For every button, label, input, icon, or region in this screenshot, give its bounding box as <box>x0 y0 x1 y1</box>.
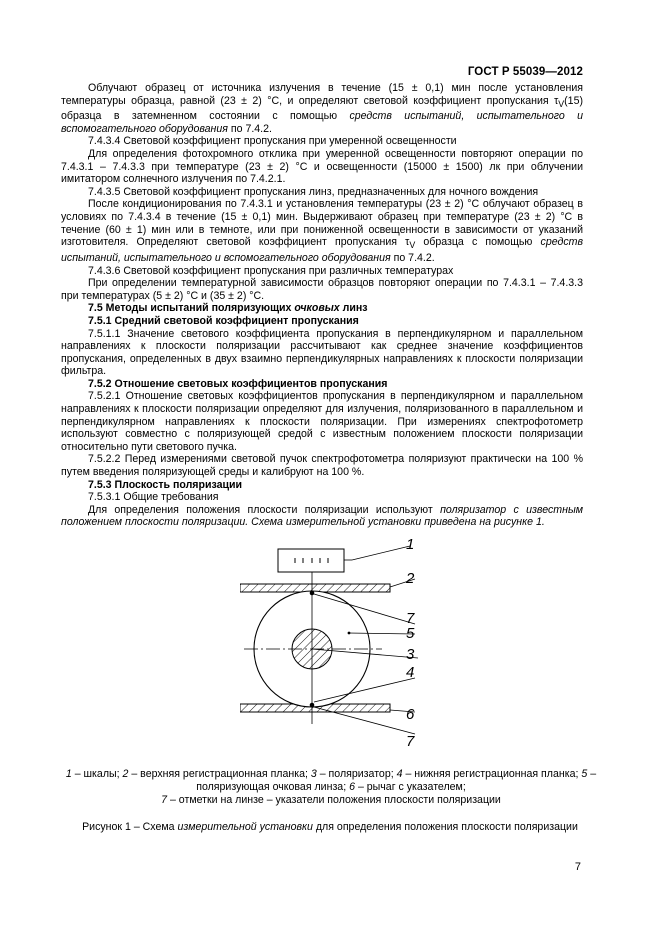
legend-text: – поляризатор; <box>316 768 397 780</box>
text: по 7.4.2. <box>227 122 272 135</box>
paragraph: 7.5.2.1 Отношение световых коэффициентов пропускания в перпендикулярном и параллельном направлениях к плоскости поляризации определяют для излучения, поляризованного в параллельном и перпендикулярном направлениях к плоскости поляризации. При измерениях спектрофотометр используют совместно с поляризующей средой с известным положением плоскости поляризации относительно пути светового пучка. <box>61 390 583 453</box>
text: по 7.4.2. <box>390 251 435 264</box>
legend-text: – отметки на линзе – указатели положения плоскости поляризации <box>167 793 501 806</box>
paragraph: 7.5.2.2 Перед измерениями световой пучок спектрофотометра поляризуют практически на 100 % путем введения поляризующей среды и калибруют на 100 %. <box>61 453 583 479</box>
paragraph: При определении температурной зависимости образцов повторяют операции по 7.4.3.1 – 7.4.3.3 при температурах (5 ± 2) °С и (35 ± 2) °С. <box>61 277 583 302</box>
legend-text: – верхняя регистрационная планка; <box>128 768 311 780</box>
paragraph <box>61 198 583 264</box>
text: Облучают образец от источника излучения в течение (15 ± 0,1) мин после установления температуры образца, равной (23 ± 2) °С, и определяют световой коэффициент пропускания τ <box>61 82 583 107</box>
section-heading-7-5-2: 7.5.2 Отношение световых коэффициентов пропускания <box>88 377 388 390</box>
subscript: V <box>409 240 416 251</box>
callout-label-7: 7 <box>406 610 415 627</box>
paragraph: 7.5.1.1 Значение светового коэффициента пропускания в перпендикулярном и параллельном направлениях к плоскости поляризации рассчитывают как среднее значение коэффициентов пропускания, определенных в двух взаимно перпендикулярных направлениях к плоскости поляризации фильтра. <box>61 327 583 378</box>
section-heading-7-5-3-1: 7.5.3.1 Общие требования <box>88 491 219 504</box>
section-heading-7-4-3-4: 7.4.3.4 Световой коэффициент пропускания при умеренной освещенности <box>88 135 457 148</box>
scale-box <box>278 549 344 572</box>
callout-label-5: 5 <box>406 625 415 642</box>
text: Для определения положения плоскости поляризации используют <box>88 503 441 516</box>
callout-label-6: 6 <box>406 706 415 723</box>
italic-text: очковых <box>294 302 340 315</box>
page-number: 7 <box>574 861 581 873</box>
section-heading-7-5-3: 7.5.3 Плоскость поляризации <box>88 478 243 491</box>
section-heading-7-5-1: 7.5.1 Средний световой коэффициент пропускания <box>88 314 359 327</box>
lens-mark-top <box>310 591 315 596</box>
italic-text: поляризатор с известным положением плоскости поляризации. Схема измерительной установки приведена на рисунке 1. <box>61 503 584 529</box>
callout-label-4: 4 <box>406 664 415 681</box>
callout-label-7b: 7 <box>406 733 415 750</box>
body-text <box>61 82 583 529</box>
italic-text: измерительной установки <box>177 821 313 833</box>
legend-number: 1 <box>65 768 72 780</box>
legend-number: 3 <box>310 768 317 780</box>
standard-header: ГОСТ Р 55039—2012 <box>467 66 583 78</box>
lens-mark-bottom <box>310 703 315 708</box>
lens-dot <box>348 632 351 635</box>
legend-text: – поляризующая очковая линза; <box>196 768 597 793</box>
text: образца с помощью <box>415 236 541 249</box>
legend-number: 4 <box>396 768 403 780</box>
text: Рисунок 1 – Схема <box>82 821 178 833</box>
paragraph <box>61 504 583 529</box>
legend-number: 7 <box>161 793 168 806</box>
subscript: V <box>558 98 565 109</box>
figure-title <box>50 821 610 833</box>
paragraph: Для определения фотохромного отклика при умеренной освещенности повторяют операции по 7.4.3.1 – 7.4.3.3 при температуре (23 ± 2) °С и освещенности (15000 ± 1500) лк при облучении имитатором солнечного излучения по 7.4.2.1. <box>61 148 583 186</box>
section-heading-7-4-3-5: 7.4.3.5 Световой коэффициент пропускания линз, предназначенных для ночного вождения <box>88 185 539 198</box>
legend-text: – рычаг с указателем; <box>355 780 466 793</box>
text: линз <box>339 302 368 315</box>
text: После кондиционирования по 7.4.3.1 и установления температуры (23 ± 2) °С облучают образец в условиях по 7.4.3.4 в течение (15 ± 0,1) мин. Выдерживают образец при температуре (23 ± 2) °С в течение (60 ± 1) мин или в темноте, или при пониженной освещенности в зависимости от указаний изготовителя. Определяют световой коэффициент пропускания τ <box>61 198 583 249</box>
italic-text: средств испытаний, испытательного и вспомогательного оборудования <box>61 110 583 135</box>
section-heading-7-4-3-6: 7.4.3.6 Световой коэффициент пропускания при различных температурах <box>88 264 454 277</box>
figure-legend <box>61 768 601 806</box>
legend-number: 6 <box>349 780 355 793</box>
text: для определения положения плоскости поляризации <box>312 821 578 833</box>
callout-label-2: 2 <box>406 570 415 587</box>
text: (15) образца в затемненном состоянии с помощью <box>61 94 583 123</box>
callout-label-3: 3 <box>406 646 415 663</box>
italic-text: средств испытаний, испытательного и вспомогательного оборудования <box>61 236 583 264</box>
legend-text: – шкалы; <box>71 768 123 780</box>
measurement-setup-diagram <box>240 534 450 760</box>
callout-label-1: 1 <box>406 536 415 553</box>
paragraph <box>61 82 583 135</box>
text: 7.5 Методы испытаний поляризующих <box>88 302 295 315</box>
legend-text: – нижняя регистрационная планка; <box>402 768 582 780</box>
legend-number: 5 <box>581 768 588 780</box>
legend-number: 2 <box>122 768 129 780</box>
section-heading-7-5 <box>61 302 583 315</box>
